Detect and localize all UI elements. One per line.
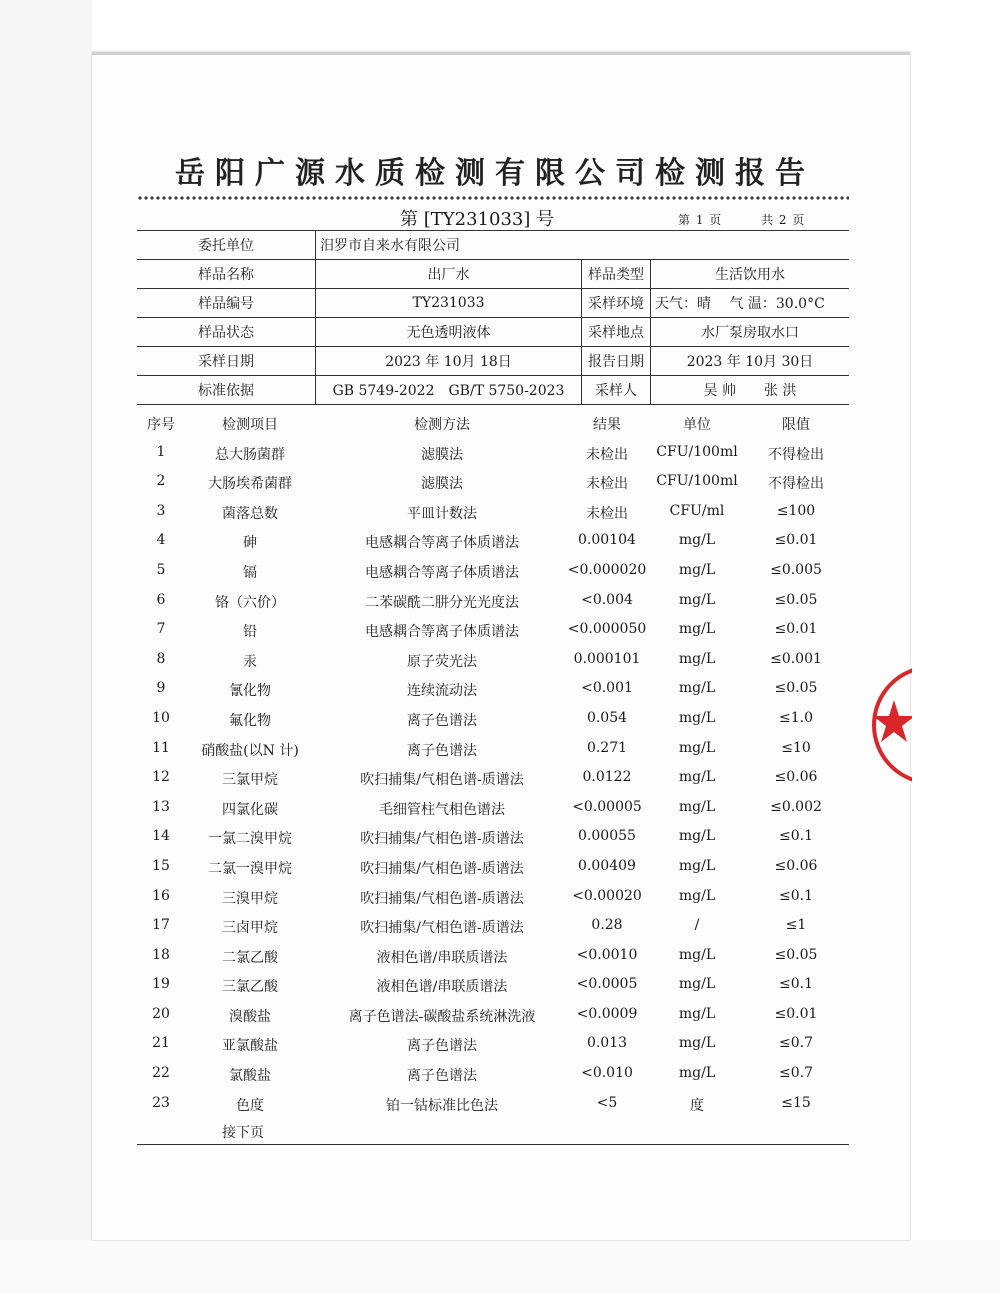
table-row bbox=[137, 438, 849, 468]
row-unit: mg/L bbox=[678, 946, 716, 963]
results-body bbox=[137, 438, 849, 1119]
row-no: 6 bbox=[156, 591, 166, 608]
sample-no-label: 样品编号 bbox=[137, 289, 316, 318]
row-no: 10 bbox=[152, 709, 170, 726]
row-method: 原子荧光法 bbox=[407, 653, 477, 670]
col-header-no: 序号 bbox=[147, 417, 175, 433]
red-seal bbox=[872, 640, 912, 810]
row-item: 氟化物 bbox=[229, 712, 271, 729]
row-item: 一氯二溴甲烷 bbox=[208, 831, 292, 848]
row-limit: ≤100 bbox=[776, 502, 816, 519]
report-date-value: 2023 年 10月 30日 bbox=[651, 347, 850, 376]
row-unit: mg/L bbox=[678, 887, 716, 904]
row-method: 液相色谱/串联质谱法 bbox=[376, 979, 508, 996]
client-value: 汨罗市自来水有限公司 bbox=[316, 231, 850, 260]
row-result: 0.00409 bbox=[578, 857, 636, 874]
site-label: 采样地点 bbox=[582, 318, 651, 347]
sample-type-label: 样品类型 bbox=[582, 260, 651, 289]
row-result: <5 bbox=[596, 1094, 618, 1111]
row-limit: ≤0.005 bbox=[770, 561, 822, 578]
row-method: 铂一钴标准比色法 bbox=[386, 1097, 498, 1114]
row-unit: mg/L bbox=[678, 857, 716, 874]
row-limit: ≤0.7 bbox=[779, 1035, 813, 1052]
row-item: 溴酸盐 bbox=[229, 1008, 271, 1025]
row-limit: ≤1.0 bbox=[779, 709, 813, 726]
row-unit: mg/L bbox=[678, 532, 716, 549]
table-row bbox=[137, 793, 849, 823]
info-row bbox=[137, 376, 849, 405]
row-unit: mg/L bbox=[678, 976, 716, 993]
row-item: 铅 bbox=[243, 624, 257, 641]
row-no: 9 bbox=[156, 680, 166, 697]
row-result: <0.00005 bbox=[572, 798, 642, 815]
info-row bbox=[137, 289, 849, 318]
row-item: 镉 bbox=[243, 564, 257, 581]
row-limit: ≤1 bbox=[785, 917, 807, 934]
row-unit: mg/L bbox=[678, 591, 716, 608]
report-date-label: 报告日期 bbox=[582, 347, 651, 376]
row-item: 三卤甲烷 bbox=[222, 920, 278, 937]
row-limit: ≤0.1 bbox=[779, 887, 813, 904]
row-no: 22 bbox=[152, 1065, 170, 1082]
row-unit: CFU/100ml bbox=[656, 443, 738, 460]
client-label: 委托单位 bbox=[137, 231, 316, 260]
row-no: 11 bbox=[152, 739, 170, 756]
row-method: 连续流动法 bbox=[407, 683, 477, 700]
row-item: 氯酸盐 bbox=[229, 1068, 271, 1085]
row-method: 离子色谱法 bbox=[407, 742, 477, 759]
row-item: 铬（六价） bbox=[215, 594, 285, 611]
row-item: 三氯甲烷 bbox=[222, 772, 278, 789]
row-method: 离子色谱法 bbox=[407, 1038, 477, 1055]
row-unit: mg/L bbox=[678, 561, 716, 578]
row-result: <0.000050 bbox=[567, 621, 647, 638]
table-row bbox=[137, 556, 849, 586]
row-limit: ≤0.05 bbox=[774, 946, 818, 963]
row-item: 氰化物 bbox=[229, 683, 271, 700]
row-method: 二苯碳酰二肼分光光度法 bbox=[365, 594, 519, 611]
env-value: 天气：晴 气 温：30.0°C bbox=[651, 289, 850, 318]
report-number: 第 [TY231033] 号 bbox=[400, 209, 555, 230]
dotted-divider bbox=[137, 195, 849, 203]
row-no: 2 bbox=[156, 473, 166, 490]
row-result: 未检出 bbox=[586, 476, 628, 493]
row-limit: ≤0.01 bbox=[774, 621, 818, 638]
row-result: <0.0010 bbox=[576, 946, 638, 963]
row-method: 吹扫捕集/气相色谱-质谱法 bbox=[360, 772, 524, 789]
row-item: 大肠埃希菌群 bbox=[208, 476, 292, 493]
row-limit: ≤10 bbox=[781, 739, 811, 756]
row-no: 20 bbox=[152, 1005, 170, 1022]
row-result: <0.001 bbox=[581, 680, 633, 697]
background-bottom bbox=[0, 1240, 1000, 1293]
row-limit: 不得检出 bbox=[768, 446, 824, 463]
table-row bbox=[137, 704, 849, 734]
row-no: 16 bbox=[152, 887, 170, 904]
row-result: <0.0005 bbox=[576, 976, 638, 993]
row-result: <0.004 bbox=[581, 591, 633, 608]
row-method: 液相色谱/串联质谱法 bbox=[376, 949, 508, 966]
table-row bbox=[137, 734, 849, 764]
row-no: 8 bbox=[156, 650, 166, 667]
date-value: 2023 年 10月 18日 bbox=[316, 347, 582, 376]
table-row bbox=[137, 822, 849, 852]
row-unit: mg/L bbox=[678, 1065, 716, 1082]
row-method: 滤膜法 bbox=[421, 476, 463, 493]
row-no: 18 bbox=[152, 946, 170, 963]
table-row bbox=[137, 674, 849, 704]
row-result: 0.00055 bbox=[578, 828, 636, 845]
row-method: 毛细管柱气相色谱法 bbox=[379, 801, 505, 818]
row-item: 二氯乙酸 bbox=[222, 949, 278, 966]
row-item: 总大肠菌群 bbox=[215, 446, 285, 463]
row-item: 三氯乙酸 bbox=[222, 979, 278, 996]
row-limit: ≤0.05 bbox=[774, 680, 818, 697]
col-header-limit: 限值 bbox=[782, 417, 810, 433]
row-result: 0.000101 bbox=[573, 650, 641, 667]
date-label: 采样日期 bbox=[137, 347, 316, 376]
row-limit: ≤0.05 bbox=[774, 591, 818, 608]
row-limit: ≤0.06 bbox=[774, 857, 818, 874]
row-result: <0.00020 bbox=[572, 887, 642, 904]
row-method: 吹扫捕集/气相色谱-质谱法 bbox=[360, 831, 524, 848]
row-result: 0.00104 bbox=[578, 532, 636, 549]
row-limit: 不得检出 bbox=[768, 476, 824, 493]
table-row bbox=[137, 941, 849, 971]
state-value: 无色透明液体 bbox=[316, 318, 582, 347]
sample-info-table bbox=[137, 230, 849, 405]
row-method: 电感耦合等离子体质谱法 bbox=[365, 535, 519, 552]
table-row bbox=[137, 615, 849, 645]
row-method: 吹扫捕集/气相色谱-质谱法 bbox=[360, 860, 524, 877]
row-item: 二氯一溴甲烷 bbox=[208, 860, 292, 877]
row-method: 平皿计数法 bbox=[407, 505, 477, 522]
row-no: 5 bbox=[156, 561, 166, 578]
row-limit: ≤0.06 bbox=[774, 769, 818, 786]
row-limit: ≤0.1 bbox=[779, 828, 813, 845]
table-row bbox=[137, 1000, 849, 1030]
col-header-unit: 单位 bbox=[683, 417, 711, 433]
row-limit: ≤15 bbox=[781, 1094, 811, 1111]
table-row bbox=[137, 645, 849, 675]
col-header-method: 检测方法 bbox=[414, 417, 470, 433]
standard-value: GB 5749-2022 GB/T 5750-2023 bbox=[316, 376, 582, 405]
results-table bbox=[137, 408, 849, 1118]
row-item: 四氯化碳 bbox=[222, 801, 278, 818]
row-item: 砷 bbox=[243, 535, 257, 552]
row-no: 19 bbox=[152, 976, 170, 993]
row-no: 12 bbox=[152, 769, 170, 786]
row-result: <0.0009 bbox=[576, 1005, 638, 1022]
table-row bbox=[137, 497, 849, 527]
row-result: 0.28 bbox=[591, 917, 623, 934]
row-method: 电感耦合等离子体质谱法 bbox=[365, 564, 519, 581]
row-result: 未检出 bbox=[586, 446, 628, 463]
row-method: 离子色谱法-碳酸盐系统淋洗液 bbox=[348, 1008, 536, 1025]
row-unit: mg/L bbox=[678, 1035, 716, 1052]
env-label: 采样环境 bbox=[582, 289, 651, 318]
row-unit: CFU/ml bbox=[669, 502, 725, 519]
row-no: 13 bbox=[152, 798, 170, 815]
sampler-value: 吴 帅 张 洪 bbox=[651, 376, 850, 405]
background-left bbox=[0, 0, 92, 1293]
info-row bbox=[137, 260, 849, 289]
row-limit: ≤0.001 bbox=[770, 650, 822, 667]
sample-no-value: TY231033 bbox=[316, 289, 582, 318]
row-result: 0.013 bbox=[586, 1035, 628, 1052]
sample-name-label: 样品名称 bbox=[137, 260, 316, 289]
sample-type-value: 生活饮用水 bbox=[651, 260, 850, 289]
table-row bbox=[137, 1089, 849, 1119]
row-limit: ≤0.002 bbox=[770, 798, 822, 815]
row-no: 21 bbox=[152, 1035, 170, 1052]
row-unit: mg/L bbox=[678, 621, 716, 638]
row-item: 菌落总数 bbox=[222, 505, 278, 522]
row-limit: ≤0.7 bbox=[779, 1065, 813, 1082]
results-header bbox=[137, 408, 849, 438]
row-limit: ≤0.01 bbox=[774, 1005, 818, 1022]
table-row bbox=[137, 911, 849, 941]
row-unit: mg/L bbox=[678, 680, 716, 697]
page-edge bbox=[92, 52, 910, 55]
row-unit: mg/L bbox=[678, 798, 716, 815]
table-row bbox=[137, 763, 849, 793]
row-method: 吹扫捕集/气相色谱-质谱法 bbox=[360, 890, 524, 907]
info-row bbox=[137, 318, 849, 347]
col-header-item: 检测项目 bbox=[222, 417, 278, 433]
row-no: 17 bbox=[152, 917, 170, 934]
table-row bbox=[137, 467, 849, 497]
row-item: 色度 bbox=[236, 1097, 264, 1114]
report-title: 岳阳广源水质检测有限公司检测报告 bbox=[175, 156, 815, 191]
table-row bbox=[137, 586, 849, 616]
state-label: 样品状态 bbox=[137, 318, 316, 347]
row-result: <0.000020 bbox=[567, 561, 647, 578]
row-method: 滤膜法 bbox=[421, 446, 463, 463]
row-limit: ≤0.1 bbox=[779, 976, 813, 993]
row-no: 15 bbox=[152, 857, 170, 874]
row-item: 亚氯酸盐 bbox=[222, 1038, 278, 1055]
row-no: 7 bbox=[156, 621, 166, 638]
row-unit: / bbox=[694, 917, 700, 934]
table-row bbox=[137, 970, 849, 1000]
row-method: 离子色谱法 bbox=[407, 712, 477, 729]
row-no: 4 bbox=[156, 532, 166, 549]
row-no: 3 bbox=[156, 502, 166, 519]
row-limit: ≤0.01 bbox=[774, 532, 818, 549]
row-result: 0.0122 bbox=[582, 769, 632, 786]
row-item: 三溴甲烷 bbox=[222, 890, 278, 907]
info-row bbox=[137, 231, 849, 260]
row-no: 1 bbox=[156, 443, 166, 460]
row-result: 未检出 bbox=[586, 505, 628, 522]
row-method: 吹扫捕集/气相色谱-质谱法 bbox=[360, 920, 524, 937]
sampler-label: 采样人 bbox=[582, 376, 651, 405]
bottom-rule bbox=[137, 1144, 849, 1145]
table-row bbox=[137, 1059, 849, 1089]
row-unit: CFU/100ml bbox=[656, 473, 738, 490]
col-header-result: 结果 bbox=[593, 417, 621, 433]
row-result: 0.054 bbox=[586, 709, 628, 726]
row-unit: mg/L bbox=[678, 709, 716, 726]
table-row bbox=[137, 852, 849, 882]
row-unit: mg/L bbox=[678, 1005, 716, 1022]
row-method: 离子色谱法 bbox=[407, 1068, 477, 1085]
row-no: 23 bbox=[152, 1094, 170, 1111]
site-value: 水厂泵房取水口 bbox=[651, 318, 850, 347]
row-item: 汞 bbox=[243, 653, 257, 670]
info-row bbox=[137, 347, 849, 376]
seal-graphic bbox=[872, 640, 912, 810]
table-row bbox=[137, 526, 849, 556]
standard-label: 标准依据 bbox=[137, 376, 316, 405]
sample-name-value: 出厂水 bbox=[316, 260, 582, 289]
table-row bbox=[137, 882, 849, 912]
row-unit: 度 bbox=[690, 1097, 704, 1114]
table-row bbox=[137, 1029, 849, 1059]
row-item: 硝酸盐(以N 计) bbox=[201, 742, 299, 759]
page-info bbox=[678, 211, 839, 228]
row-unit: mg/L bbox=[678, 650, 716, 667]
row-result: 0.271 bbox=[586, 739, 628, 756]
row-unit: mg/L bbox=[678, 828, 716, 845]
continue-note: 接下页 bbox=[222, 1125, 264, 1141]
row-unit: mg/L bbox=[678, 769, 716, 786]
row-result: <0.010 bbox=[581, 1065, 633, 1082]
row-no: 14 bbox=[152, 828, 170, 845]
row-unit: mg/L bbox=[678, 739, 716, 756]
row-method: 电感耦合等离子体质谱法 bbox=[365, 624, 519, 641]
page-number: 第 1 页 bbox=[678, 213, 723, 227]
page-total: 共 2 页 bbox=[761, 213, 806, 227]
